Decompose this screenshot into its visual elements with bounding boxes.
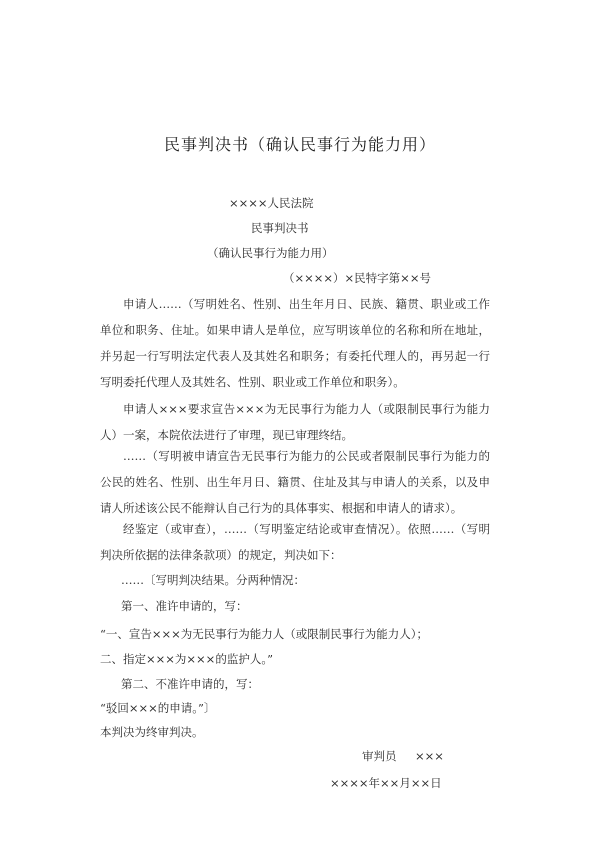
judge-label: 审判员	[362, 749, 397, 763]
applicant-paragraph: 申请人……（写明姓名、性别、出生年月日、民族、籍贯、职业或工作单位和职务、住址。如果申请人是单位，应写明该单位的名称和所在地址，并另起一行写明法定代表人及其姓名和职务；有委托代理人的，再另起一行写明委托代理人及其姓名、性别、职业或工作单位和职务）。	[100, 297, 490, 389]
case-number: （××××）×民特字第××号	[283, 271, 431, 285]
result-intro-line: ……〔写明判决结果。分两种情况：	[121, 573, 305, 587]
guardian-line: 二、指定×××为×××的监护人。”	[100, 652, 273, 666]
document-type: 民事判决书	[251, 221, 309, 235]
facts-paragraph: ……（写明被申请宣告无民事行为能力的公民或者限制民事行为能力的公民的姓名、性别、出生年月日、籍贯、住址及其与申请人的关系，以及申请人所述该公民不能辩认自己行为的具体事实、根据和申请人的请求）。	[100, 449, 490, 515]
case-two-line: 第二、不准许申请的，写：	[121, 677, 259, 691]
case-one-line: 第一、准许申请的，写：	[121, 599, 248, 613]
basis-paragraph: 经鉴定（或审查），……（写明鉴定结论或审查情况）。依照……（写明判决所依据的法律条款项）的规定，判决如下：	[100, 522, 490, 562]
declare-line: “一、宣告×××为无民事行为能力人（或限制民事行为能力人）；	[100, 627, 429, 641]
document-title: 民事判决书（确认民事行为能力用）	[163, 135, 436, 154]
judgment-date: ××××年××月××日	[330, 776, 442, 790]
judge-name: ×××	[415, 749, 444, 763]
final-judgment-line: 本判决为终审判决。	[100, 725, 204, 739]
document-subtype: （确认民事行为能力用）	[207, 246, 334, 260]
case-intro-paragraph: 申请人×××要求宣告×××为无民事行为能力人（或限制民事行为能力人）一案，本院依法进行了审理，现已审理终结。	[100, 402, 490, 442]
court-name: ××××人民法院	[229, 196, 314, 210]
reject-line: “驳回×××的申请。”〕	[100, 701, 216, 715]
